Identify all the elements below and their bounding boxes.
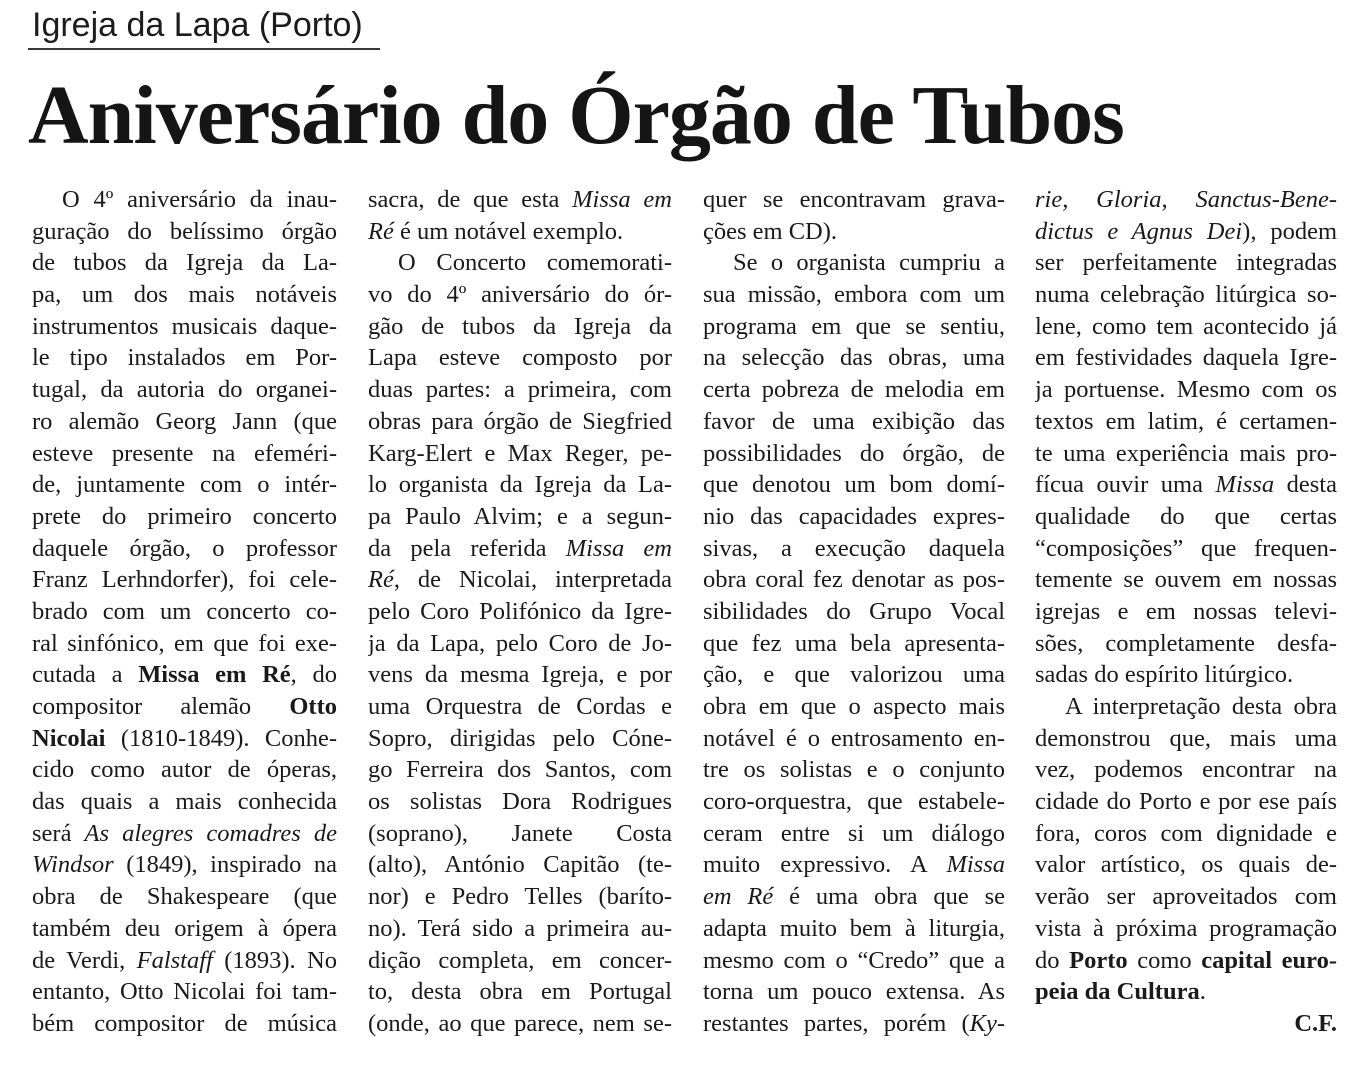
text-line (703, 913, 1005, 945)
text-run: Windsor (32, 851, 114, 879)
text-line (1035, 469, 1337, 501)
text-line (368, 216, 672, 248)
text-run: pa, um dos mais notáveis (32, 281, 337, 309)
text-run: sivas, a execução daquela (703, 534, 1005, 562)
text-run: . (1199, 978, 1206, 1006)
text-run: como (1127, 946, 1202, 974)
text-line (368, 945, 672, 977)
text-line (703, 216, 1005, 248)
text-run: ja da Lapa, pelo Coro de Jo- (368, 629, 672, 657)
text-run: lo organista da Igreja da La- (368, 471, 672, 499)
text-line (1035, 945, 1337, 977)
text-line (368, 342, 672, 374)
text-line (703, 438, 1005, 470)
text-line (703, 659, 1005, 691)
text-run: adapta muito bem à liturgia, (703, 914, 1005, 942)
text-run: A interpretação desta obra (1065, 693, 1337, 720)
text-run: guração do belíssimo órgão (32, 217, 337, 245)
text-line (32, 406, 337, 438)
text-run: numa celebração litúrgica so- (1035, 281, 1337, 309)
text-run: Lapa esteve composto por (368, 344, 672, 372)
text-line (1035, 216, 1337, 248)
text-line (368, 976, 672, 1008)
text-run: dictus e Agnus Dei (1035, 217, 1243, 245)
text-line (368, 438, 672, 470)
text-line (368, 533, 672, 565)
text-run: notável é o entrosamento en- (703, 724, 1005, 752)
text-run: Otto (289, 693, 337, 720)
text-run: lene, como tem acontecido já (1035, 312, 1337, 340)
text-run: na selecção das obras, uma (703, 344, 1005, 372)
article-column-2 (368, 184, 672, 1040)
text-run: muito expressivo. A (703, 851, 947, 879)
text-line (368, 311, 672, 343)
text-line (368, 1008, 672, 1040)
text-line (32, 818, 337, 850)
text-run: vista à próxima programação (1035, 914, 1337, 942)
text-line (368, 786, 672, 818)
text-line (703, 311, 1005, 343)
text-run: verão ser aproveitados com (1035, 883, 1337, 911)
text-run: obra de Shakespeare (que (32, 883, 337, 911)
text-run: Franz Lerhndorfer), foi cele- (32, 566, 337, 594)
text-line (368, 374, 672, 406)
text-run: ro alemão Georg Jann (que (32, 407, 337, 435)
text-line (703, 184, 1005, 216)
text-line (32, 342, 337, 374)
text-line (1035, 564, 1337, 596)
text-line (32, 945, 337, 977)
text-line (32, 216, 337, 248)
text-run: to, desta obra em Portugal (368, 978, 672, 1006)
text-run: Karg-Elert e Max Reger, pe- (368, 439, 672, 467)
text-line (368, 469, 672, 501)
text-run: tugal, da autoria do organei- (32, 376, 337, 404)
text-run: sibilidades do Grupo Vocal (703, 597, 1005, 625)
text-run: Missa (1215, 471, 1275, 499)
text-run: será (32, 819, 85, 847)
text-run: Missa (946, 851, 1005, 879)
text-line (1035, 786, 1337, 818)
text-run: te uma experiência mais pro- (1035, 439, 1337, 467)
text-line (1035, 501, 1337, 533)
text-line (1035, 438, 1337, 470)
text-line (368, 564, 672, 596)
text-run: , de Nicolai, interpretada (393, 566, 672, 594)
text-line (32, 564, 337, 596)
text-run: sadas do espírito litúrgico. (1035, 661, 1294, 689)
text-run: ser perfeitamente integradas (1035, 249, 1337, 277)
text-run: ção, e que valorizou uma (703, 661, 1005, 689)
text-run: Missa em Ré (138, 661, 291, 689)
text-run: pa Paulo Alvim; e a segun- (368, 502, 672, 530)
text-run: uma Orquestra de Cordas e (368, 693, 672, 720)
text-run: capital euro- (1201, 946, 1337, 974)
text-run: (alto), António Capitão (te- (368, 851, 672, 879)
text-line (1035, 342, 1337, 374)
text-run: que denotou um bom domí- (703, 471, 1005, 499)
text-line (32, 976, 337, 1008)
text-line (32, 247, 337, 279)
text-line (1035, 184, 1337, 216)
author-signature: C.F. (1294, 1009, 1337, 1037)
text-line (368, 754, 672, 786)
text-line (368, 628, 672, 660)
text-line (32, 849, 337, 881)
text-run: mesmo com o “Credo” que a (703, 946, 1005, 974)
text-line (1035, 976, 1337, 1008)
headline: Aniversário do Órgão de Tubos (28, 69, 1124, 162)
text-run: go Ferreira dos Santos, com (368, 756, 672, 784)
text-run: torna um pouco extensa. As (703, 978, 1005, 1006)
text-line (32, 501, 337, 533)
text-run: prete do primeiro concerto (32, 502, 337, 530)
text-line (1035, 533, 1337, 565)
text-line (703, 564, 1005, 596)
text-run: possibilidades do órgão, de (703, 439, 1005, 467)
text-run: cidade do Porto e por ese país (1035, 788, 1337, 816)
text-line (703, 849, 1005, 881)
text-line (32, 374, 337, 406)
text-run: obras para órgão de Siegfried (368, 407, 672, 435)
text-run: em Ré (703, 883, 774, 911)
text-run: vez, podemos encontrar na (1035, 756, 1337, 784)
text-line (32, 913, 337, 945)
text-line (368, 184, 672, 216)
text-line (703, 279, 1005, 311)
text-line (703, 691, 1005, 723)
article-column-4 (1035, 184, 1337, 1040)
text-run: cutada a (32, 661, 139, 689)
text-run: gão de tubos da Igreja da (368, 312, 672, 340)
text-line (703, 818, 1005, 850)
text-line (703, 501, 1005, 533)
text-run: restantes partes, porém ( (703, 1009, 970, 1037)
text-line (1035, 279, 1337, 311)
text-line (1035, 723, 1337, 755)
text-run: ja portuense. Mesmo com os (1035, 376, 1337, 404)
text-line (1035, 374, 1337, 406)
text-run: (onde, ao que parece, nem se- (368, 1009, 672, 1037)
text-run: Missa em (572, 186, 672, 213)
text-run: daquele órgão, o professor (32, 534, 337, 562)
text-run: da pela referida (368, 534, 566, 562)
text-run: do (1035, 946, 1070, 974)
text-line (32, 469, 337, 501)
text-run: vo do 4º aniversário do ór- (368, 281, 672, 309)
text-run: no). Terá sido a primeira au- (368, 914, 672, 942)
text-run: certa pobreza de melodia em (703, 376, 1005, 404)
text-run: O Concerto comemorati- (398, 249, 672, 277)
text-run: , do (290, 661, 337, 689)
article-column-3 (703, 184, 1005, 1040)
text-line (32, 184, 337, 216)
text-run: O 4º aniversário da inau- (62, 186, 337, 213)
text-line (703, 533, 1005, 565)
text-line (368, 881, 672, 913)
text-run: nio das capacidades expres- (703, 502, 1005, 530)
text-line (368, 279, 672, 311)
text-line (703, 1008, 1005, 1040)
text-run: favor de uma exibição das (703, 407, 1005, 435)
text-run: peia da Cultura (1035, 978, 1200, 1006)
text-run: obra em que o aspecto mais (703, 693, 1005, 720)
text-run: (1849), inspirado na (113, 851, 337, 879)
text-run: quer se encontravam grava- (703, 186, 1005, 213)
text-run: dição completa, em concer- (368, 946, 672, 974)
text-run: duas partes: a primeira, com (368, 376, 672, 404)
text-run: brado com um concerto co- (32, 597, 337, 625)
text-run: sacra, de que esta (368, 186, 573, 213)
text-run: Ré (368, 566, 394, 594)
text-line (703, 723, 1005, 755)
text-line (32, 659, 337, 691)
text-run: Falstaff (136, 946, 213, 974)
text-run: nor) e Pedro Telles (baríto- (368, 883, 672, 911)
text-line (1035, 754, 1337, 786)
text-run: pelo Coro Polifónico da Igre- (368, 597, 672, 625)
text-run: de tubos da Igreja da La- (32, 249, 337, 277)
text-line (703, 596, 1005, 628)
text-run: sua missão, embora com um (703, 281, 1005, 309)
text-line (1035, 596, 1337, 628)
text-run: instrumentos musicais daque- (32, 312, 337, 340)
text-run: de Verdi, (32, 946, 137, 974)
text-line (32, 628, 337, 660)
text-run: os solistas Dora Rodrigues (368, 788, 672, 816)
text-line (703, 406, 1005, 438)
text-run: desta (1274, 471, 1337, 499)
text-line (32, 881, 337, 913)
text-line (368, 659, 672, 691)
text-run: bém compositor de música (32, 1009, 337, 1037)
text-line (32, 438, 337, 470)
text-run: demonstrou que, mais uma (1035, 724, 1337, 752)
text-run: textos em latim, é certamen- (1035, 407, 1337, 435)
text-line (1035, 311, 1337, 343)
text-run: Nicolai (32, 724, 106, 752)
text-run: é uma obra que se (773, 883, 1005, 911)
text-run: é um notável exemplo. (393, 217, 624, 245)
text-run: As alegres comadres de (84, 819, 337, 847)
text-line (703, 754, 1005, 786)
text-line (32, 1008, 337, 1040)
text-run: obra coral fez denotar as pos- (703, 566, 1005, 594)
text-run: em festividades daquela Igre- (1035, 344, 1337, 372)
text-line (32, 533, 337, 565)
text-line (703, 945, 1005, 977)
text-line (1035, 628, 1337, 660)
text-line (368, 501, 672, 533)
text-line (368, 723, 672, 755)
text-run: esteve presente na efeméri- (32, 439, 337, 467)
text-run: compositor alemão (32, 693, 290, 720)
text-run: temente se ouvem em nossas (1035, 566, 1337, 594)
text-line (703, 628, 1005, 660)
text-run: fora, coros com dignidade e (1035, 819, 1337, 847)
text-run: qualidade do que certas (1035, 502, 1337, 530)
text-run: (soprano), Janete Costa (368, 819, 672, 847)
text-run: programa em que se sentiu, (703, 312, 1005, 340)
text-line (1035, 406, 1337, 438)
text-run: ceram entre si um diálogo (703, 819, 1005, 847)
text-line (32, 754, 337, 786)
text-run: Sopro, dirigidas pelo Cóne- (368, 724, 672, 752)
text-run: vens da mesma Igreja, e por (368, 661, 672, 689)
text-line (703, 374, 1005, 406)
text-line (368, 849, 672, 881)
text-run: “composições” que frequen- (1035, 534, 1337, 562)
text-run: rie, Gloria, Sanctus-Bene- (1035, 186, 1337, 213)
kicker: Igreja da Lapa (Porto) (32, 6, 363, 44)
text-run: Ky- (969, 1009, 1005, 1037)
text-line (1035, 881, 1337, 913)
article-column-1 (32, 184, 337, 1040)
text-line (32, 279, 337, 311)
text-line (1035, 659, 1337, 691)
text-run: (1893). No (212, 946, 337, 974)
text-run: ), podem (1242, 217, 1337, 245)
text-line (368, 818, 672, 850)
text-run: le tipo instalados em Por- (32, 344, 337, 372)
text-run: também deu origem à ópera (32, 914, 337, 942)
text-run: valor artístico, os quais de- (1035, 851, 1337, 879)
text-line (703, 786, 1005, 818)
text-line (368, 247, 672, 279)
text-run: Se o organista cumpriu a (733, 249, 1005, 277)
text-line (368, 913, 672, 945)
text-run: tre os solistas e o conjunto (703, 756, 1005, 784)
text-run: entanto, Otto Nicolai foi tam- (32, 978, 337, 1006)
text-run: fícua ouvir uma (1035, 471, 1216, 499)
text-line (368, 406, 672, 438)
text-line (1035, 913, 1337, 945)
text-line (368, 596, 672, 628)
text-run: Ré (368, 217, 394, 245)
text-run: ral sinfónico, em que foi exe- (32, 629, 337, 657)
text-run: Porto (1069, 946, 1128, 974)
text-run: igrejas e em nossas televi- (1035, 597, 1337, 625)
text-line (703, 342, 1005, 374)
text-line (32, 311, 337, 343)
text-line (1035, 849, 1337, 881)
text-line (32, 691, 337, 723)
text-run: ções em CD). (703, 217, 838, 245)
text-line (32, 723, 337, 755)
text-line (1035, 691, 1337, 723)
text-line (32, 596, 337, 628)
text-run: que fez uma bela apresenta- (703, 629, 1005, 657)
text-run: de, juntamente com o intér- (32, 471, 337, 499)
text-line (32, 786, 337, 818)
text-run: (1810-1849). Conhe- (105, 724, 337, 752)
text-run: Missa em (565, 534, 672, 562)
text-run: coro-orquestra, que estabele- (703, 788, 1005, 816)
text-line (703, 469, 1005, 501)
text-line (1035, 247, 1337, 279)
text-run: das quais a mais conhecida (32, 788, 337, 816)
text-line (703, 247, 1005, 279)
text-line (703, 976, 1005, 1008)
text-line (1035, 818, 1337, 850)
text-line (368, 691, 672, 723)
kicker-rule (28, 48, 380, 50)
text-line (703, 881, 1005, 913)
text-run: sões, completamente desfa- (1035, 629, 1337, 657)
text-run: cido como autor de óperas, (32, 756, 337, 784)
